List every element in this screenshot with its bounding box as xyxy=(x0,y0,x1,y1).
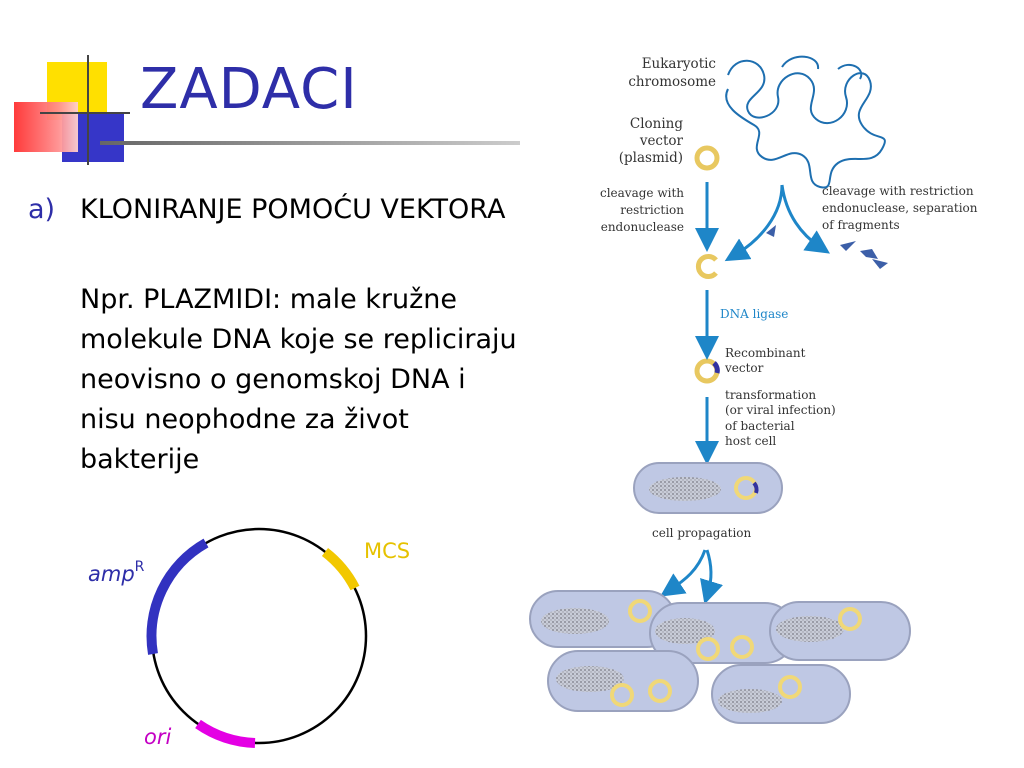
cleavage-right-label-2: endonuclease, separation xyxy=(822,201,978,215)
cleaved-plasmid xyxy=(698,257,716,277)
decor-red-square xyxy=(14,102,78,152)
dna-fragment xyxy=(860,249,878,259)
mcs-segment xyxy=(325,552,355,588)
mcs-label: MCS xyxy=(364,539,411,563)
decor-vertical-line xyxy=(87,55,89,165)
arrow-propagation-left xyxy=(670,550,705,590)
dna-ligase-label: DNA ligase xyxy=(720,307,789,321)
eukaryotic-chromosome xyxy=(726,57,885,188)
cloning-diagram xyxy=(520,45,1020,765)
item-heading: KLONIRANJE POMOĆU VEKTORA xyxy=(80,194,506,225)
ori-label: ori xyxy=(144,725,172,749)
arrow-propagation-right xyxy=(707,550,711,593)
arrow-fork xyxy=(735,185,782,255)
cell-propagation-label: cell propagation xyxy=(652,526,752,540)
transformation-label-3: of bacterial xyxy=(725,419,795,433)
eukaryotic-label-1: Eukaryotic xyxy=(641,56,716,72)
cleavage-right-label-3: of fragments xyxy=(822,218,900,232)
cloning-vector-label-2: vector xyxy=(639,133,683,149)
transformation-label-4: host cell xyxy=(725,434,777,448)
cloning-vector-label-3: (plasmid) xyxy=(618,150,683,166)
eukaryotic-label-2: chromosome xyxy=(628,74,716,90)
item-body: Npr. PLAZMIDI: male kružne molekule DNA koje se repliciraju neovisno o genomskoj DNA i nisu neophodne za život bakterije xyxy=(80,284,517,475)
list-marker: a) xyxy=(28,194,56,225)
decor-horizontal-line xyxy=(40,112,130,114)
daughter-cell xyxy=(770,602,910,660)
daughter-cell xyxy=(712,665,850,723)
cloning-vector-plasmid xyxy=(697,148,717,168)
amp-label xyxy=(88,559,145,586)
page-title: ZADACI xyxy=(140,57,358,122)
cleavage-right-label-1: cleavage with restriction xyxy=(822,184,974,198)
cleavage-left-label-3: endonuclease xyxy=(600,220,684,234)
arrow-fork-right xyxy=(782,185,820,247)
recombinant-label-1: Recombinant xyxy=(725,346,806,360)
dna-fragment xyxy=(840,241,856,251)
cleavage-left-label-2: restriction xyxy=(620,203,684,217)
amp-segment xyxy=(152,543,206,654)
ori-segment xyxy=(198,724,255,743)
amp-superscript: R xyxy=(134,559,145,575)
bacterial-host-cell xyxy=(634,463,782,513)
title-underline xyxy=(100,141,520,145)
cloning-vector-label-1: Cloning xyxy=(629,116,683,132)
transformation-label-1: transformation xyxy=(725,388,817,402)
amp-text: amp xyxy=(88,562,135,586)
transformation-label-2: (or viral infection) xyxy=(725,403,836,417)
daughter-cell xyxy=(548,651,698,711)
cleavage-left-label-1: cleavage with xyxy=(599,186,684,200)
recombinant-label-2: vector xyxy=(725,361,764,375)
dna-fragment xyxy=(872,259,888,269)
